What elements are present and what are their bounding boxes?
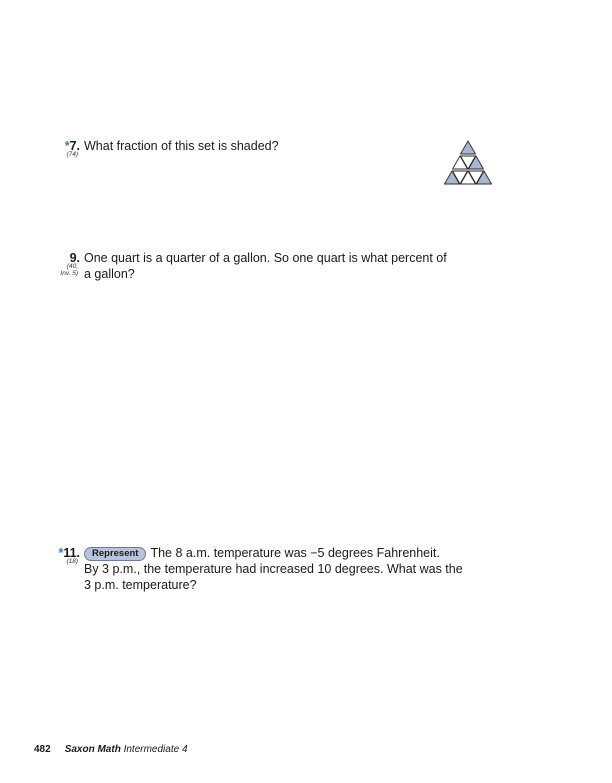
problem-text [84, 138, 279, 154]
book-title: Saxon Math [64, 744, 121, 755]
problem-text-line: One quart is a quarter of a gallon. So one quart is what percent of [84, 251, 447, 265]
problem-number-label: 11. [63, 546, 80, 560]
star-marker: * [58, 546, 64, 560]
lesson-reference [50, 263, 78, 277]
problem-text-line: 3 p.m. temperature? [84, 578, 197, 592]
triangle-set-figure [436, 139, 500, 191]
represent-badge: Represent [84, 547, 146, 561]
page-number: 482 [34, 744, 51, 755]
lesson-reference: (74) [66, 151, 78, 158]
triangle-shaded [461, 141, 476, 154]
lesson-reference-line: Inv. 5) [60, 270, 78, 277]
problem-number-label: 9. [69, 251, 80, 265]
problem-text-line: What fraction of this set is shaded? [84, 139, 279, 153]
problem-number-label: 7. [69, 139, 80, 153]
lesson-reference-line: (40, [66, 263, 78, 270]
problem-text [84, 250, 447, 282]
page-footer [34, 744, 188, 756]
problem-text-line [84, 545, 463, 561]
problem-text-line-content: The 8 a.m. temperature was −5 degrees Fahrenheit. [150, 546, 440, 560]
lesson-reference: (18) [66, 558, 78, 565]
book-level: Intermediate 4 [123, 744, 188, 755]
problem-text-line: By 3 p.m., the temperature had increased 10 degrees. What was the [84, 562, 463, 576]
problem-text-line: a gallon? [84, 267, 135, 281]
problem-text [84, 545, 463, 593]
star-marker: * [64, 139, 70, 153]
